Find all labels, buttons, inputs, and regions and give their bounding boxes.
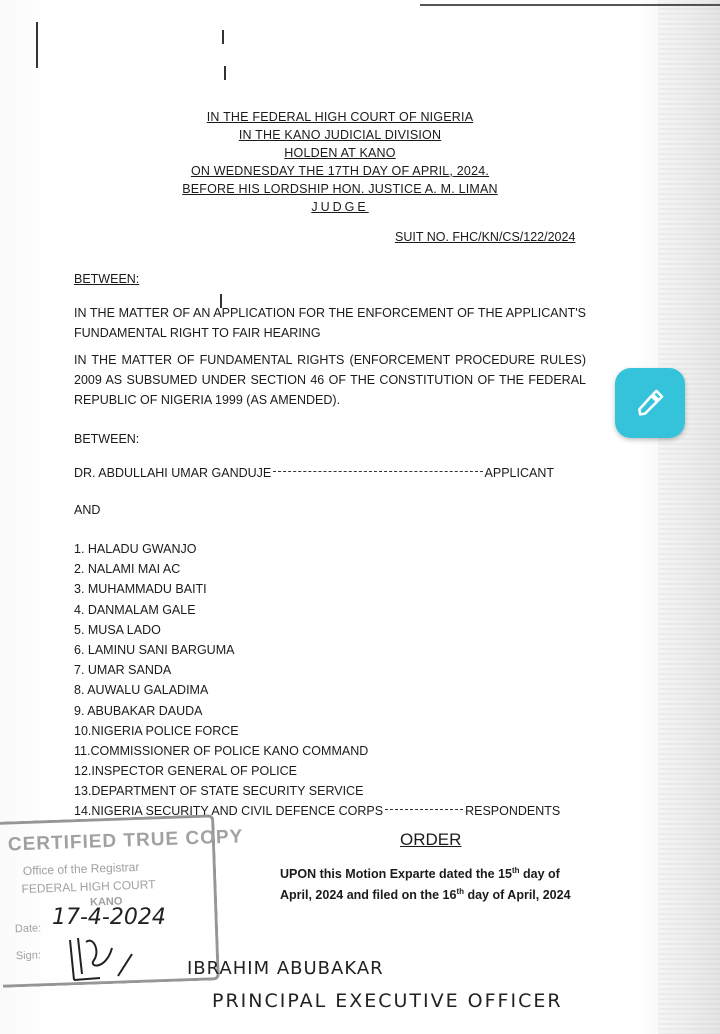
page-edge-shadow [658,0,720,1034]
respondents-label: RESPONDENTS [465,804,561,819]
stamp-date-value: 17-4-2024 [52,905,166,930]
suit-number: SUIT NO. FHC/KN/CS/122/2024 [395,230,576,244]
court-name: IN THE FEDERAL HIGH COURT OF NIGERIA [206,110,474,124]
list-item-text: 14.NIGERIA SECURITY AND CIVIL DEFENCE CORPS [74,804,384,819]
and-word: AND [74,503,101,517]
handwritten-name: IBRAHIM ABUBAKAR [187,958,384,979]
court-date: ON WEDNESDAY THE 17TH DAY OF APRIL, 2024. [190,164,490,178]
list-item: 4. DANMALAM GALE [74,602,196,617]
list-item: 8. AUWALU GALADIMA [74,683,209,698]
handwritten-title: PRINCIPAL EXECUTIVE OFFICER [212,990,563,1012]
list-item: 6. LAMINU SANI BARGUMA [74,642,235,657]
order-text [280,862,590,904]
superscript: th [456,887,464,897]
list-item: 3. MUHAMMADU BAITI [74,582,207,597]
between-heading: BETWEEN: [74,272,140,286]
dash-leader [273,471,482,472]
order-text-part: day of April, 2024 and filed on the 16 [280,867,560,903]
stamp-sign-label: Sign: [15,949,42,963]
scan-mark [36,22,38,68]
list-item: 7. UMAR SANDA [74,663,172,678]
scan-mark [222,30,224,44]
matter-paragraph-2: IN THE MATTER OF FUNDAMENTAL RIGHTS (ENFORCEMENT PROCEDURE RULES) 2009 AS SUBSUMED UNDER SECTION 46 OF THE CONSTITUTION OF THE FEDERAL REPUBLIC OF NIGERIA 1999 (AS AMENDED). [74,353,586,407]
order-text-part: UPON this Motion Exparte dated the 15 [280,867,512,882]
court-location: HOLDEN AT KANO [284,146,396,160]
list-item: 10.NIGERIA POLICE FORCE [74,723,239,738]
stamp-court: FEDERAL HIGH COURT [21,877,156,897]
stamp-city: KANO [89,895,123,909]
list-item: 5. MUSA LADO [74,622,161,637]
dash-leader [385,809,463,810]
eyedropper-icon [633,386,667,420]
order-heading: ORDER [400,830,462,849]
list-item: 9. ABUBAKAR DAUDA [74,703,203,718]
list-item: 11.COMMISSIONER OF POLICE KANO COMMAND [74,743,369,758]
list-item: 2. NALAMI MAI AC [74,562,181,577]
stamp-title: CERTIFIED TRUE COPY [7,826,244,856]
list-item: 13.DEPARTMENT OF STATE SECURITY SERVICE [74,784,364,799]
list-item: 12.INSPECTOR GENERAL OF POLICE [74,764,297,779]
superscript: th [511,866,520,875]
court-judge-title: JUDGE [311,200,369,214]
stamp-office: Office of the Registrar [22,859,140,878]
stamp-date-label: Date: [14,922,42,936]
eyedropper-button[interactable] [615,368,685,438]
applicant-line [74,466,554,480]
matter-paragraph-1: IN THE MATTER OF AN APPLICATION FOR THE ENFORCEMENT OF THE APPLICANT'S FUNDAMENTAL RIGHT TO FAIR HEARING [74,306,586,340]
between-heading-2: BETWEEN: [74,432,140,446]
scan-mark [224,66,226,80]
list-item: 1. HALADU GWANJO [74,542,197,556]
signature-mark [60,930,150,990]
court-header [150,108,530,216]
respondents-list [74,539,560,822]
applicant-label: APPLICANT [484,466,554,480]
applicant-name: DR. ABDULLAHI UMAR GANDUJE [74,466,272,480]
court-judge: BEFORE HIS LORDSHIP HON. JUSTICE A. M. LIMAN [182,182,498,196]
order-text-part: day of April, 2024 [464,888,571,903]
court-division: IN THE KANO JUDICIAL DIVISION [238,128,442,142]
